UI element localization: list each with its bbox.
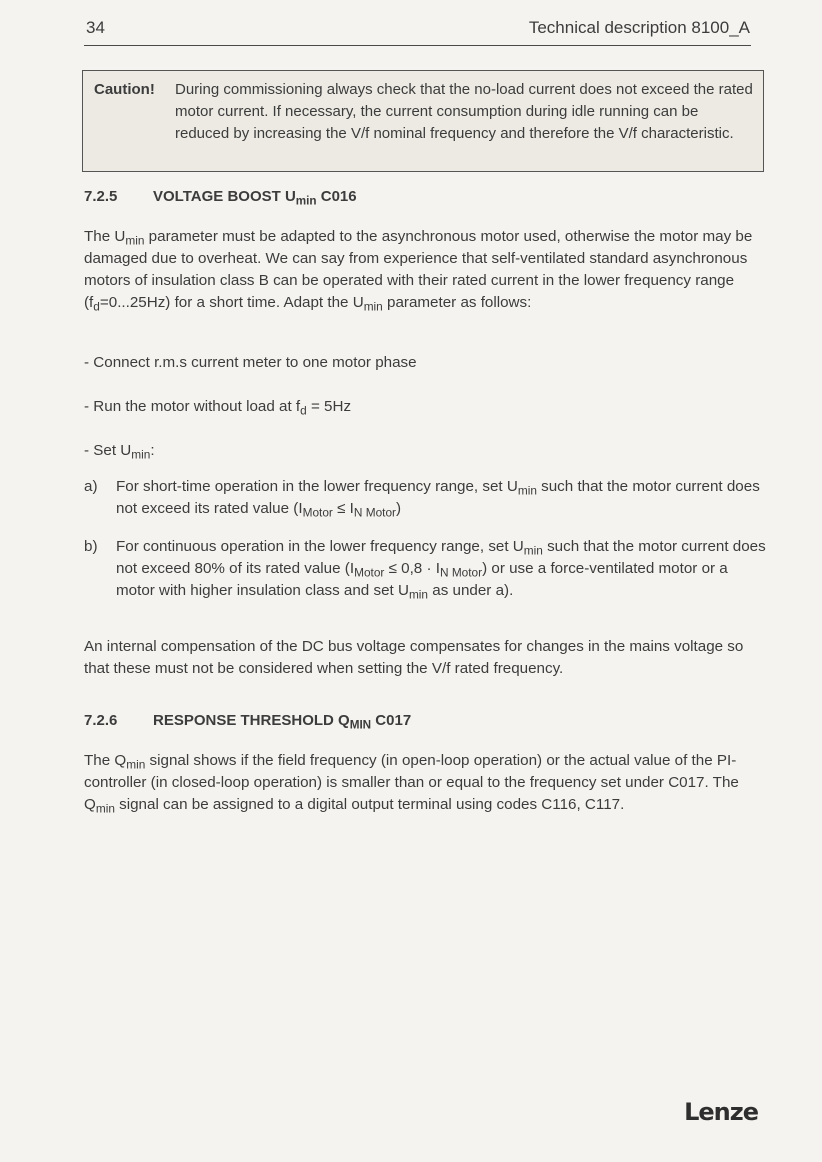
- item-a-label: a): [84, 478, 98, 495]
- step-connect-meter: - Connect r.m.s current meter to one motor phase: [84, 354, 417, 371]
- section-heading-7-2-6: [84, 712, 412, 732]
- item-b-text: For continuous operation in the lower frequency range, set $U_{min}$ such that the motor current does not exceed 80% of its rated value $(I_{Motor} \le 0,8 \cdot I_{N Motor})$ or use a force-ventilated motor or a motor with higher insulation class and set $U_{min}$ as under a).: [116, 538, 766, 602]
- running-title: Technical description 8100_A: [528, 18, 750, 37]
- item-a-text: For short-time operation in the lower frequency range, set $U_{min}$ such that the motor current does not exceed its rated value $(I_{Motor} \le I_{N Motor})$: [116, 478, 760, 520]
- caution-box: [82, 70, 764, 172]
- section-number: 7.2.6: [84, 712, 118, 729]
- header-rule: [84, 45, 751, 46]
- section-heading-7-2-5: [84, 188, 357, 208]
- umin-intro-paragraph: The $U_{min}$ parameter must be adapted to the asynchronous motor used, otherwise the motor may be damaged due to overheat. We can say from experience that self-ventilated standard asynchronous motors of insulation class B can be operated with their rated current in the lower frequency range $(f_d=0...25Hz)$ for a short time. Adapt the $U_{min}$ parameter as follows:: [84, 228, 753, 314]
- qmin-paragraph: The $Q_{min}$ signal shows if the field frequency (in open-loop operation) or the actual value of the PI-controller (in closed-loop operation) is smaller than or equal to the frequency set under C017. The $Q_{min}$ signal can be assigned to a digital output terminal using codes C116, C117.: [84, 752, 739, 816]
- item-b-label: b): [84, 538, 98, 555]
- step-run-motor: - Run the motor without load at $f_d = 5Hz$: [84, 398, 352, 418]
- section-title: VOLTAGE BOOST $U_{min}$ C016: [153, 188, 357, 208]
- lenze-logo: Lenze: [684, 1098, 758, 1126]
- compensation-paragraph: An internal compensation of the DC bus voltage compensates for changes in the mains voltage so that these must not be considered when setting the V/f rated frequency.: [84, 638, 744, 677]
- step-set-umin: - Set $U_{min}$:: [84, 442, 155, 462]
- section-number: 7.2.5: [84, 188, 118, 205]
- page-number: 34: [86, 18, 105, 37]
- caution-text: During commissioning always check that the no-load current does not exceed the rated motor current. If necessary, the current consumption during idle running can be reduced by increasing the V/f nominal frequency and therefore the V/f characteristic.: [175, 81, 753, 142]
- section-title: RESPONSE THRESHOLD $Q_{MIN}$ C017: [153, 712, 412, 732]
- caution-label: Caution!: [94, 81, 155, 98]
